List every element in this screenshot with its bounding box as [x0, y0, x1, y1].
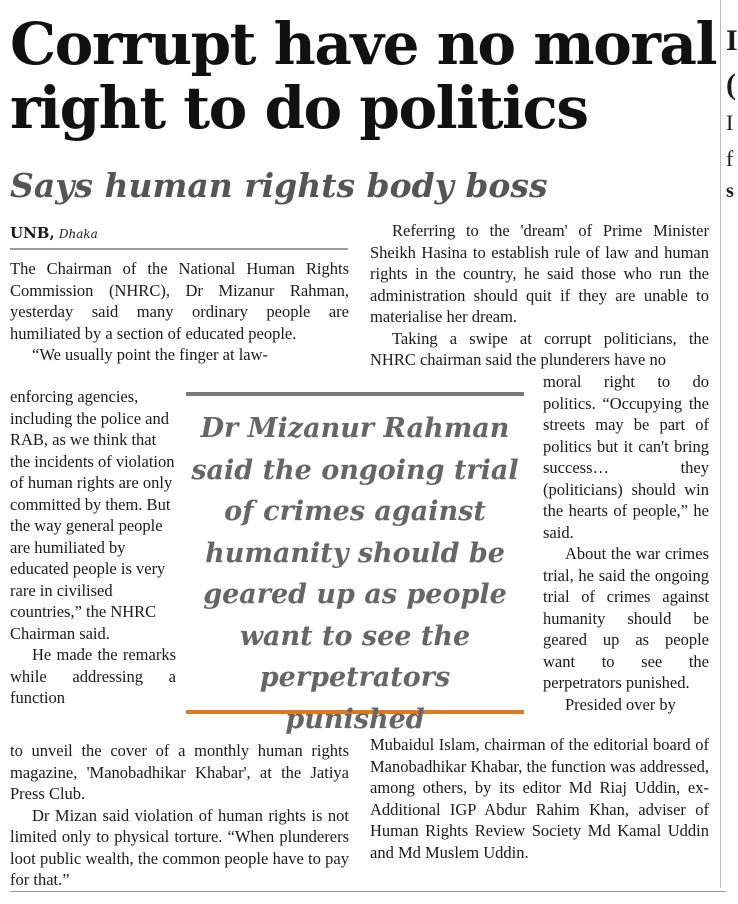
column-2-paragraph-2-cont: moral right to do politics. “Occupying the streets may be part of politics but it can't bring success… they (politicians) should win the hearts of people,” he said. — [543, 372, 709, 542]
pull-quote — [186, 392, 524, 735]
headline — [10, 12, 722, 140]
column-divider — [720, 0, 721, 888]
column-2-paragraph-4-start: Presided over by — [565, 694, 676, 714]
byline-agency: UNB, — [10, 224, 55, 242]
pull-quote-text: Dr Mizanur Rahman said the ongoing trial of crimes against humanity should be geared up as people want to see the perpetrators punished — [191, 413, 519, 735]
column-1-paragraph-2-start: “We usually point the finger at law- — [32, 345, 269, 364]
column-2-narrow — [543, 371, 709, 715]
byline-place: Dhaka — [58, 227, 98, 241]
column-2-bottom — [370, 734, 709, 863]
column-2-top — [370, 220, 709, 371]
byline — [10, 224, 348, 250]
column-1-paragraph-3-start: He made the remarks while addressing a function — [10, 645, 176, 707]
column-1-bottom — [10, 740, 349, 891]
page-bottom-rule — [10, 891, 726, 892]
column-2-paragraph-2-start: Taking a swipe at corrupt politicians, the NHRC chairman said the plunderers have no — [370, 328, 709, 369]
adjacent-story-edge: I ( I f s — [726, 24, 738, 202]
column-1-paragraph-1: The Chairman of the National Human Rights Commission (NHRC), Dr Mizanur Rahman, yesterday said many ordinary people are humiliated by a section of educated people. — [10, 259, 349, 343]
column-2-paragraph-4-cont: Mubaidul Islam, chairman of the editorial board of Manobadhikar Khabar, the function was addressed, among others, by its editor Md Riaj Uddin, ex-Additional IGP Abdur Rahim Khan, adviser of Human Rights Review Society Md Kamal Uddin and Md Muslem Uddin. — [370, 735, 709, 862]
column-1-paragraph-4: Dr Mizan said violation of human rights is not limited only to physical torture. “When plunderers loot public wealth, the common people have to pay for that.” — [10, 805, 349, 889]
column-2-paragraph-1: Referring to the 'dream' of Prime Minister Sheikh Hasina to establish rule of law and human rights in the country, he said those who run the administration should quit if they are unable to materialise her dream. — [370, 221, 709, 326]
column-1-top — [10, 258, 349, 366]
column-1-paragraph-3-cont: to unveil the cover of a monthly human rights magazine, 'Manobadhikar Khabar', at the Jatiya Press Club. — [10, 741, 349, 803]
column-2-paragraph-3: About the war crimes trial, he said the ongoing trial of crimes against humanity should be geared up as people want to see the perpetrators punished. — [543, 544, 709, 692]
headline-line-2: right to do politics — [10, 74, 588, 142]
subheadline: Says human rights body boss — [10, 166, 548, 205]
column-1-paragraph-2-cont: enforcing agencies, including the police and RAB, as we think that the incidents of violation of human rights are only committed by them. But the way general people are humiliated by educated people is very rare in civilised countries,” the NHRC Chairman said. — [10, 387, 175, 643]
column-1-narrow — [10, 386, 176, 709]
headline-line-1: Corrupt have no moral — [10, 10, 716, 78]
